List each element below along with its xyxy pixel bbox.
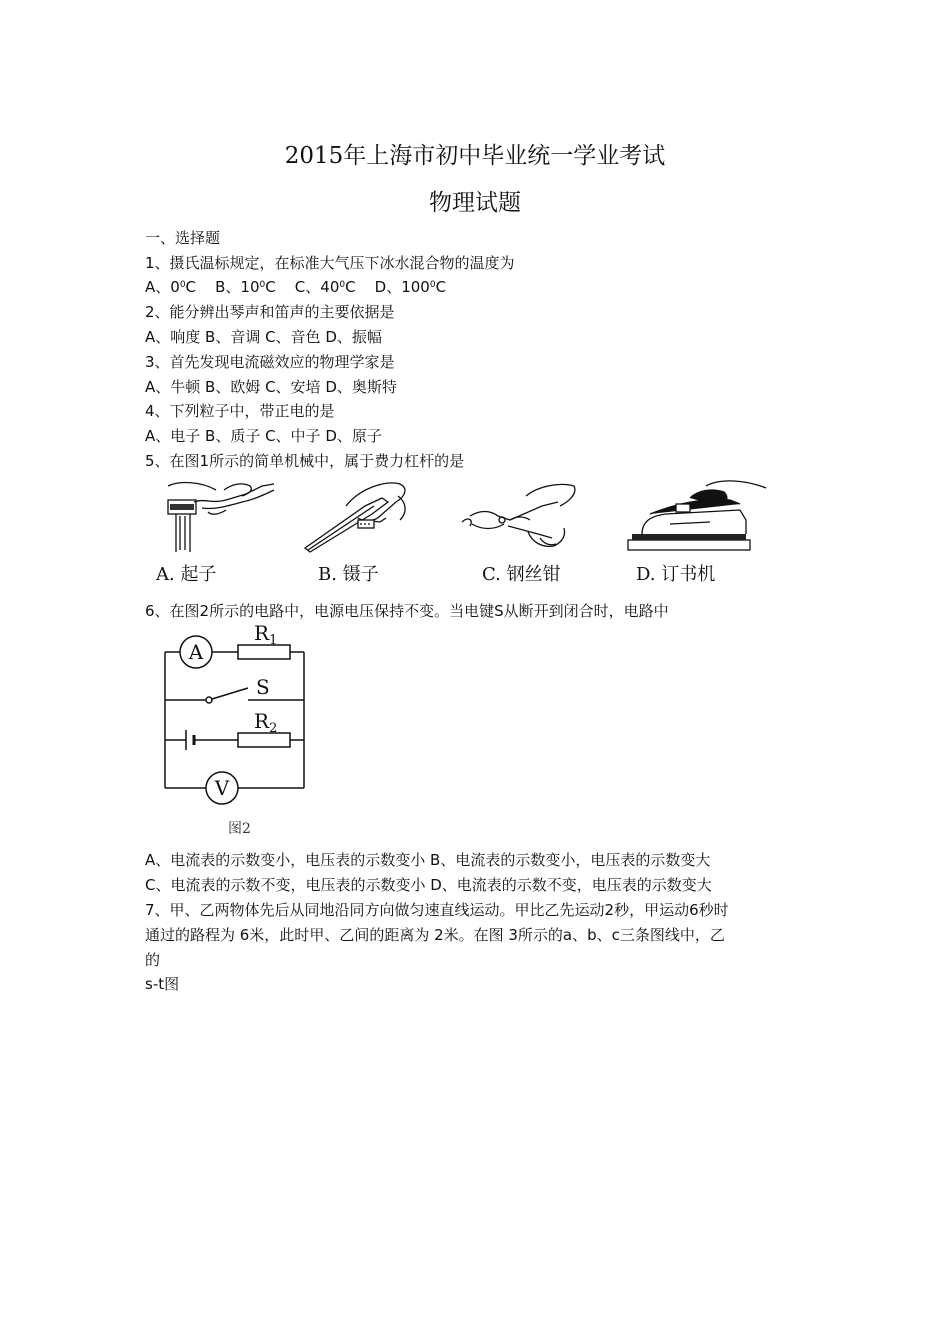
caption-b: B. 镊子 bbox=[318, 564, 379, 585]
ammeter-label: A bbox=[188, 640, 204, 664]
switch-icon bbox=[212, 688, 248, 699]
voltmeter-label: V bbox=[214, 776, 230, 800]
resistor-r1 bbox=[238, 645, 290, 659]
switch-label: S bbox=[256, 675, 270, 699]
caption-a: A. 起子 bbox=[156, 564, 217, 585]
question-3-stem: 3、首先发现电流磁效应的物理学家是 bbox=[145, 353, 395, 371]
question-1-options bbox=[145, 277, 446, 297]
exam-title: 2015年上海市初中毕业统一学业考试 bbox=[284, 143, 666, 169]
question-7-line-3: 的 bbox=[145, 951, 161, 969]
question-6-stem: 6、在图2所示的电路中，电源电压保持不变。当电键S从断开到闭合时，电路中 bbox=[145, 602, 669, 620]
question-6-options-cd: C、电流表的示数不变，电压表的示数变小 D、电流表的示数不变，电压表的示数变大 bbox=[145, 876, 712, 894]
figure-2-caption: 图2 bbox=[228, 821, 251, 837]
stapler-illustration bbox=[628, 481, 766, 550]
figure-1-machines bbox=[150, 476, 790, 558]
option-a: A、$0^0C$ bbox=[145, 278, 197, 296]
question-6-options-ab: A、电流表的示数变小，电压表的示数变小 B、电流表的示数变小，电压表的示数变大 bbox=[145, 851, 711, 869]
question-7-line-1: 7、甲、乙两物体先后从同地沿同方向做匀速直线运动。甲比乙先运动2秒，甲运动6秒时 bbox=[145, 901, 729, 919]
tweezers-illustration bbox=[305, 483, 405, 552]
caption-d: D. 订书机 bbox=[636, 564, 716, 585]
question-7-line-2: 通过的路程为 6米，此时甲、乙间的距离为 2米。在图 3所示的a、b、c三条图线中，乙 bbox=[145, 926, 725, 944]
option-b: B、$10^0C$ bbox=[215, 278, 276, 296]
question-1-stem: 1、摄氏温标规定，在标准大气压下冰水混合物的温度为 bbox=[145, 254, 515, 272]
question-4-stem: 4、下列粒子中，带正电的是 bbox=[145, 402, 335, 420]
question-4-options: A、电子 B、质子 C、中子 D、原子 bbox=[145, 427, 382, 445]
pliers-illustration bbox=[462, 484, 575, 546]
switch-contact bbox=[206, 697, 212, 703]
figure-2-circuit bbox=[150, 622, 320, 837]
r2-label: $R_2$ bbox=[254, 709, 278, 736]
question-2-stem: 2、能分辨出琴声和笛声的主要依据是 bbox=[145, 303, 395, 321]
question-5-stem: 5、在图1所示的简单机械中，属于费力杠杆的是 bbox=[145, 452, 465, 470]
question-2-options: A、响度 B、音调 C、音色 D、振幅 bbox=[145, 328, 382, 346]
caption-c: C. 钢丝钳 bbox=[482, 564, 561, 585]
question-3-options: A、牛顿 B、欧姆 C、安培 D、奥斯特 bbox=[145, 378, 397, 396]
option-d: D、$100^0C$ bbox=[374, 278, 447, 296]
r1-label: $R_1$ bbox=[254, 622, 278, 648]
exam-subtitle: 物理试题 bbox=[429, 190, 521, 216]
section-heading: 一、选择题 bbox=[145, 229, 221, 247]
option-c: C、$40^0C$ bbox=[294, 278, 356, 296]
bottle-opener-illustration bbox=[168, 483, 274, 552]
resistor-r2 bbox=[238, 733, 290, 747]
question-7-line-4: s-t图 bbox=[145, 975, 180, 993]
